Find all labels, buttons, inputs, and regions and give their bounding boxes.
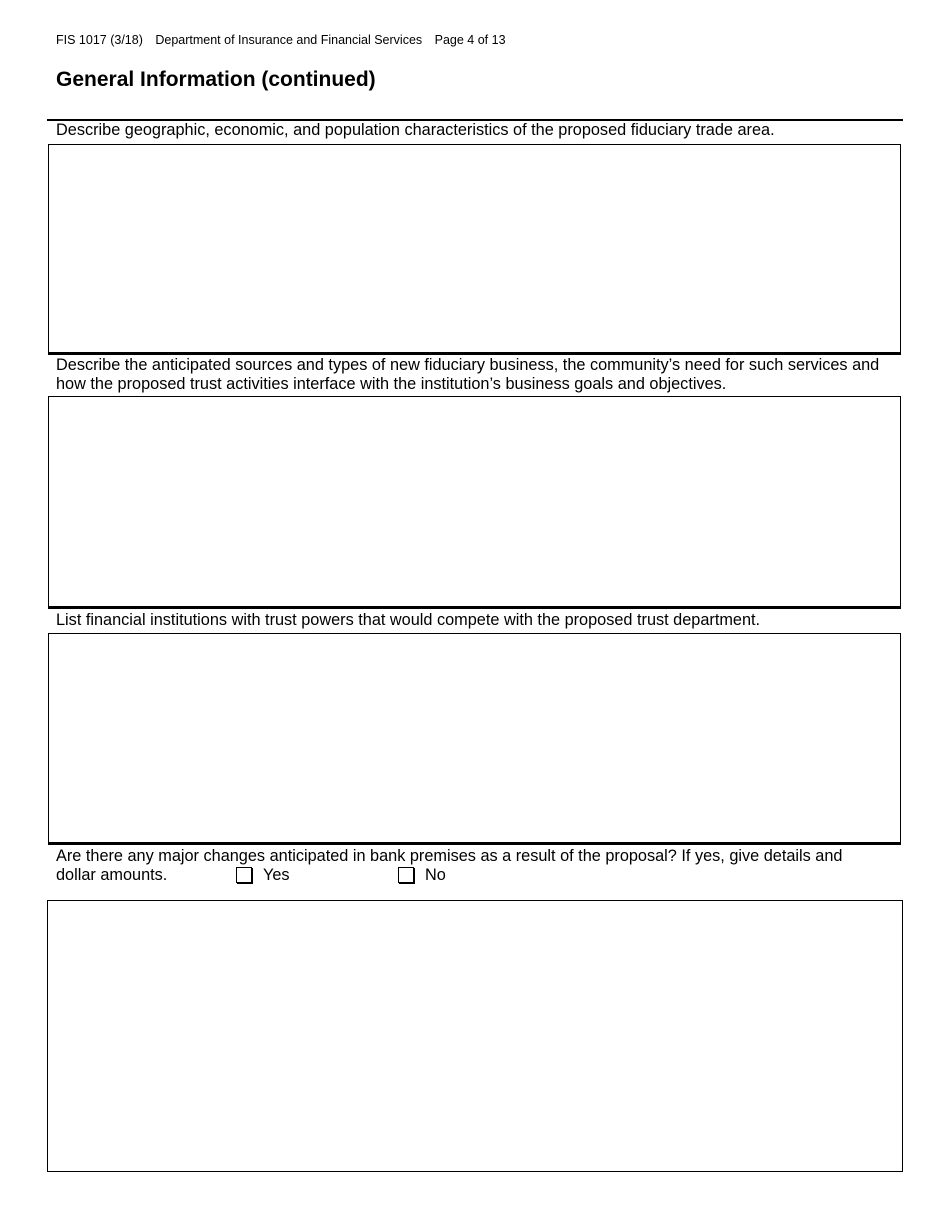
yes-label: Yes	[263, 866, 290, 884]
question-1-prompt: Describe geographic, economic, and population characteristics of the proposed fiduciary trade area.	[56, 121, 775, 139]
question-4-prompt-line-1: Are there any major changes anticipated in bank premises as a result of the proposal? If yes, give details and	[56, 847, 843, 865]
page-number: Page 4 of 13	[434, 33, 506, 47]
question-2-answer-field[interactable]	[48, 396, 901, 609]
no-checkbox[interactable]	[398, 867, 414, 883]
question-4-prompt	[56, 847, 901, 885]
page-title: General Information (continued)	[56, 68, 376, 91]
question-4-prompt-line-2	[56, 866, 901, 885]
question-3-prompt: List financial institutions with trust powers that would compete with the proposed trust department.	[56, 611, 761, 629]
question-3-answer-field[interactable]	[48, 633, 901, 845]
yes-checkbox[interactable]	[236, 867, 252, 883]
no-option[interactable]	[398, 866, 446, 885]
yes-option[interactable]	[236, 866, 398, 885]
form-header	[56, 33, 515, 47]
no-label: No	[425, 866, 446, 884]
question-1-answer-field[interactable]	[48, 144, 901, 355]
department-name: Department of Insurance and Financial Services	[155, 33, 423, 47]
form-id: FIS 1017 (3/18)	[56, 33, 143, 47]
question-2-prompt: Describe the anticipated sources and types of new fiduciary business, the community’s need for such services and how the proposed trust activities interface with the institution’s business goals and objectives.	[56, 356, 880, 393]
question-4-prompt-line-2-text: dollar amounts.	[56, 866, 168, 884]
question-4-answer-field[interactable]	[47, 900, 903, 1172]
